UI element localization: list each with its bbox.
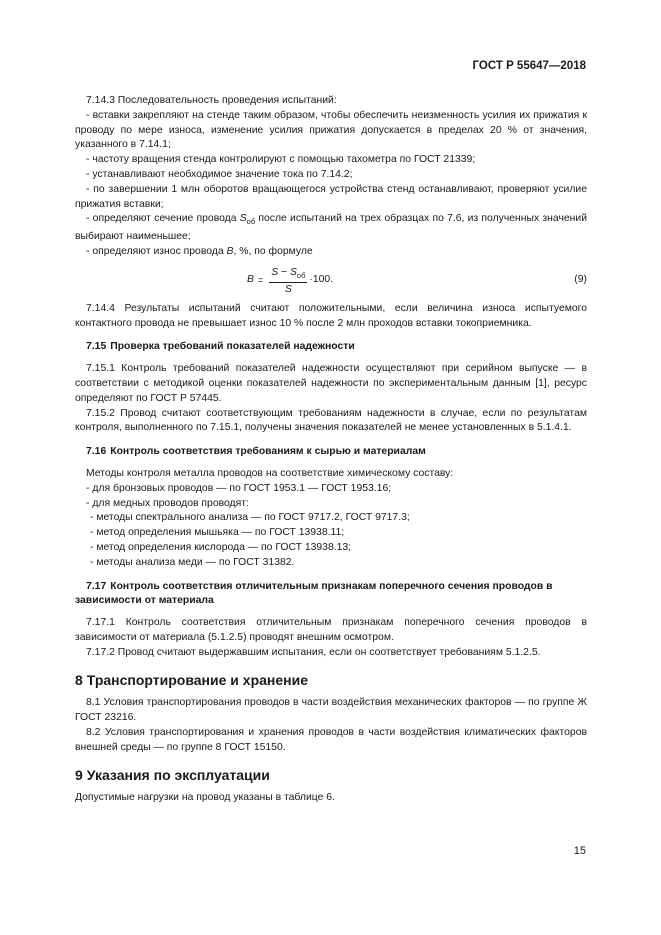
s8-heading (75, 673, 587, 688)
num-minus: − (278, 266, 290, 278)
s7-16-copper-item-2: - метод определения мышьяка — по ГОСТ 13938.11; (90, 527, 345, 539)
s7-16-copper: - для медных проводов проводят: (86, 497, 249, 509)
page-body (75, 94, 587, 806)
s7-17-heading (75, 580, 587, 610)
s7-16-copper-item-3: - метод определения кислорода — по ГОСТ 13938.13; (90, 542, 352, 553)
s7-16-bronze: - для бронзовых проводов — по ГОСТ 1953.1 — ГОСТ 1953.16; (86, 482, 392, 494)
s8-num: 8 (75, 671, 83, 688)
s9-text: Допустимые нагрузки на провод указаны в таблице 6. (75, 792, 335, 804)
s7-15-title: Проверка требований показателей надежности (110, 341, 355, 353)
s7-17-num: 7.17 (86, 580, 107, 592)
formula-equals: = (257, 275, 264, 286)
s7-16-copper-item-1: - методы спектрального анализа — по ГОСТ 9717.2, ГОСТ 9717.3; (90, 512, 410, 524)
s7-16-heading (75, 445, 587, 460)
den-s: S (284, 283, 292, 295)
s8-2: 8.2 Условия транспортирования и хранения проводов в части воздействия климатических факторов внешней среды — по группе 8 ГОСТ 15150. (75, 726, 587, 753)
s7-15-2: 7.15.2 Провод считают соответствующим требованиям надежности в случае, если по результатам контроля, выполненного по 7.15.1, получены значения показателей не менее установленных в 5.1.4.1. (75, 407, 587, 434)
s7-14-3-intro: 7.14.3 Последовательность проведения испытаний: (86, 95, 337, 106)
num-s: S (271, 266, 279, 278)
item-wear-text-b: , %, по формуле (233, 246, 313, 258)
s8-1: 8.1 Условия транспортирования проводов в части воздействия механических факторов — по группе Ж ГОСТ 23216. (75, 697, 587, 724)
formula-numerator (269, 266, 307, 283)
num-sub: об (296, 270, 306, 280)
formula-denominator (285, 283, 292, 296)
s7-17-1: 7.17.1 Контроль соответствия отличительным признакам поперечного сечения проводов в зависимости от материала (5.1.2.5) проводят внешним осмотром. (75, 617, 587, 643)
s9-num: 9 (75, 766, 83, 783)
s7-16-copper-item-4: - методы анализа меди — по ГОСТ 31382. (90, 556, 295, 568)
s7-15-heading (75, 340, 587, 355)
s9-title: Указания по эксплуатации (86, 766, 270, 783)
s7-14-3-item-2: - частоту вращения стенда контролируют с помощью тахометра по ГОСТ 21339; (86, 154, 476, 166)
s7-16-title: Контроль соответствия требованиям к сырью и материалам (110, 446, 426, 458)
s7-17-title: Контроль соответствия отличительным признакам поперечного сечения проводов в зависимости от материала (75, 580, 553, 607)
section-subscript: об (246, 217, 256, 227)
item-section-text-b: после испытаний на трех образцах по 7.6, из полученных значений выбирают наименьшее; (75, 213, 588, 243)
s7-16-intro: Методы контроля металла проводов на соответствие химическому составу: (86, 468, 454, 480)
s7-14-3-item-section (75, 212, 587, 245)
s7-14-3-item-wear (75, 245, 587, 260)
num-sob: S (289, 266, 297, 278)
s7-15-1: 7.15.1 Контроль требований показателей надежности осуществляют при серийном выпуске — в соответствии с методикой оценки показателей надежности по экспериментальным данным [1], ресурс определяют по ГОСТ Р 57445. (75, 363, 587, 404)
formula-tail: ·100. (309, 274, 334, 286)
formula-fraction (269, 266, 307, 296)
item-wear-text-a: - определяют износ провода (86, 246, 227, 258)
formula-lhs: B (247, 274, 254, 286)
formula-body (247, 266, 333, 296)
s7-14-3-item-4: - по завершении 1 млн оборотов вращающегося устройства стенд останавливают, проверяют усилие прижатия вставки; (75, 183, 587, 210)
s7-15-num: 7.15 (86, 341, 107, 353)
item-section-text-a: - определяют сечение провода (86, 213, 240, 225)
s7-16-num: 7.16 (86, 446, 107, 458)
wear-symbol: B (226, 246, 234, 258)
standard-header: ГОСТ Р 55647—2018 (472, 60, 586, 72)
page-number: 15 (573, 845, 586, 857)
s7-14-4: 7.14.4 Результаты испытаний считают положительными, если величина износа испытуемого контактного провода не превышает износ 10 % после 2 млн проходов вставки токоприемника. (75, 302, 587, 329)
wear-formula (75, 262, 587, 296)
formula-number: (9) (574, 273, 587, 285)
section-symbol: S (239, 213, 247, 225)
s7-14-3-item-1: - вставки закрепляют на стенде таким образом, чтобы обеспечить неизменность усилия их прижатия к проводу по мере износа, изменение усилия прижатия допускается в пределах 20 % от значения, указанного в 7.14.1; (75, 109, 587, 151)
s9-heading (75, 768, 587, 783)
s7-14-3-item-3: - устанавливают необходимое значение тока по 7.14.2; (86, 168, 353, 180)
s7-17-2: 7.17.2 Провод считают выдержавшим испытания, если он соответствует требованиям 5.1.2.5. (86, 646, 541, 658)
s8-title: Транспортирование и хранение (86, 671, 308, 688)
